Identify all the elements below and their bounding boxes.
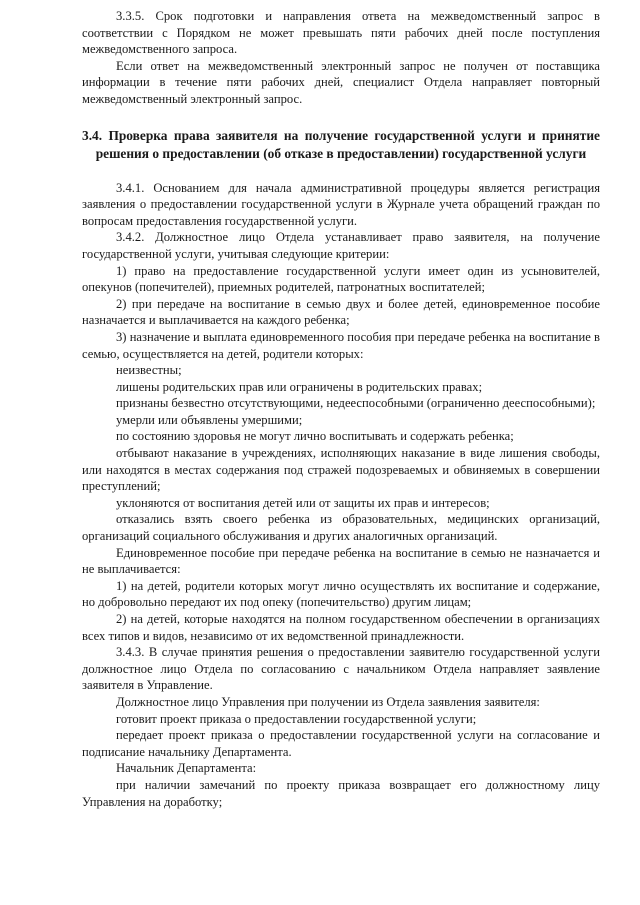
paragraph: по состоянию здоровья не могут лично воспитывать и содержать ребенка; (116, 429, 514, 444)
paragraph: 1) право на предоставление государственной услуги имеет один из усыновителей, опекунов (попечителей), приемных родителей, патронатных воспитателей; (82, 263, 600, 295)
document-page (82, 8, 600, 810)
paragraph: уклоняются от воспитания детей или от защиты их прав и интересов; (116, 495, 490, 510)
paragraph: 3.4.2. Должностное лицо Отдела устанавливает право заявителя, на получение государственной услуги, учитывая следующие критерии: (82, 230, 600, 261)
section-heading-line-1: 3.4. Проверка права заявителя на получение государственной услуги и принятие (82, 127, 600, 143)
paragraph: Начальник Департамента: (116, 761, 257, 776)
paragraph: 2) на детей, которые находятся на полном государственном обеспечении в организациях всех типов и видов, независимо от их ведомственной принадлежности. (82, 612, 600, 643)
paragraph: готовит проект приказа о предоставлении государственной услуги; (116, 711, 477, 726)
section-heading (82, 127, 600, 163)
paragraph: 2) при передаче на воспитание в семью двух и более детей, единовременное пособие назначается и выплачивается на каждого ребенка; (82, 296, 600, 328)
paragraph: отбывают наказание в учреждениях, исполняющих наказание в виде лишения свободы, или находятся в местах содержания под стражей подозреваемых и обвиняемых в совершении преступлений; (82, 446, 600, 494)
paragraph: Если ответ на межведомственный электронный запрос не получен от поставщика информации в течение пяти рабочих дней, специалист Отдела направляет повторный межведомственный электронный запрос. (82, 58, 600, 106)
paragraph: умерли или объявлены умершими; (116, 412, 303, 427)
paragraph: лишены родительских прав или ограничены в родительских правах; (116, 379, 483, 394)
paragraph: отказались взять своего ребенка из образовательных, медицинских организаций, организаций социального обслуживания и других аналогичных организаций. (82, 512, 600, 544)
paragraph: 3.4.1. Основанием для начала административной процедуры является регистрация заявления о предоставлении государственной услуги в Журнале учета обращений граждан по вопросам предоставления государственной услуги. (82, 180, 600, 228)
paragraph: Единовременное пособие при передаче ребенка на воспитание в семью не назначается и не выплачивается: (82, 545, 600, 577)
paragraph: при наличии замечаний по проекту приказа возвращает его должностному лицу Управления на доработку; (82, 777, 600, 809)
paragraph: 1) на детей, родители которых могут лично осуществлять их воспитание и содержание, но добровольно передают их под опеку (попечительство) другим лицам; (82, 578, 600, 610)
paragraph: неизвестны; (116, 363, 182, 378)
paragraph: Должностное лицо Управления при получении из Отдела заявления заявителя: (116, 694, 540, 709)
paragraph: 3) назначение и выплата единовременного пособия при передаче ребенка на воспитание в семью, осуществляется на детей, родители которых: (82, 329, 600, 361)
section-heading-line-2: решения о предоставлении (об отказе в предоставлении) государственной услуги (95, 145, 587, 161)
paragraph: 3.3.5. Срок подготовки и направления ответа на межведомственный запрос в соответствии с Порядком не может превышать пяти рабочих дней после поступления межведомственного запроса. (82, 9, 600, 57)
paragraph: 3.4.3. В случае принятия решения о предоставлении заявителю государственной услуги должностное лицо Отдела по согласованию с начальником Отдела направляет заявление заявителя в Управление. (82, 645, 600, 693)
paragraph: передает проект приказа о предоставлении государственной услуги на согласование и подписание начальнику Департамента. (82, 728, 600, 759)
paragraph: признаны безвестно отсутствующими, недееспособными (ограниченно дееспособными); (116, 396, 596, 411)
